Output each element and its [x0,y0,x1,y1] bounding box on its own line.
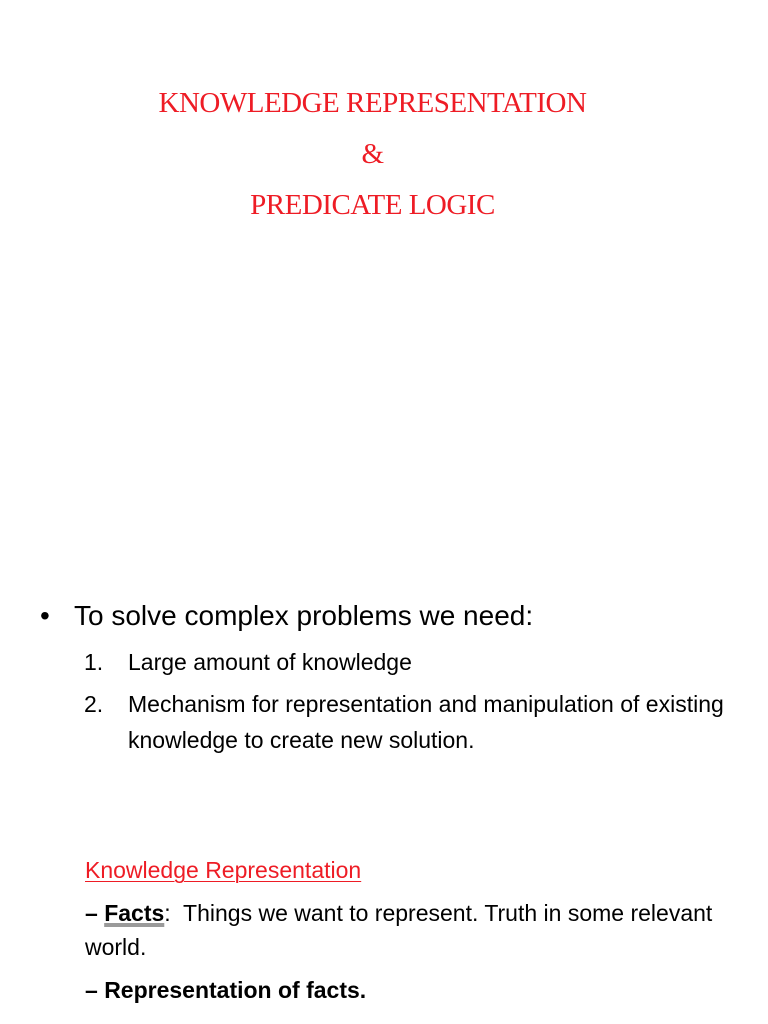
title-line-1: KNOWLEDGE REPRESENTATION [158,87,587,119]
facts-description: Things we want to represent. Truth in some relevant world. [85,900,719,960]
list-item-text: Large amount of knowledge [128,649,412,675]
title-line-2: & [361,138,384,170]
numbered-list [84,644,744,764]
dash-item-facts [85,896,745,964]
slide-content [0,560,768,1024]
dash-marker: – [85,900,98,926]
bullet-item [40,598,533,634]
list-item-text: Mechanism for representation and manipulation of existing knowledge to create new solution. [128,691,724,753]
dash-marker: – [85,977,98,1003]
dash-text: Representation of facts. [104,977,367,1003]
facts-separator: : [164,900,171,926]
bullet-dot-icon: • [40,600,50,631]
list-item [84,644,744,680]
title-line-3: PREDICATE LOGIC [250,189,495,221]
facts-term: Facts [104,900,165,926]
list-item-number: 2. [84,691,104,717]
list-item [84,686,744,758]
section-heading: Knowledge Representation [85,857,362,883]
bullet-text: To solve complex problems we need: [74,600,534,631]
title-block [0,78,745,231]
list-item-number: 1. [84,649,104,675]
dash-item-representation [85,973,745,1007]
